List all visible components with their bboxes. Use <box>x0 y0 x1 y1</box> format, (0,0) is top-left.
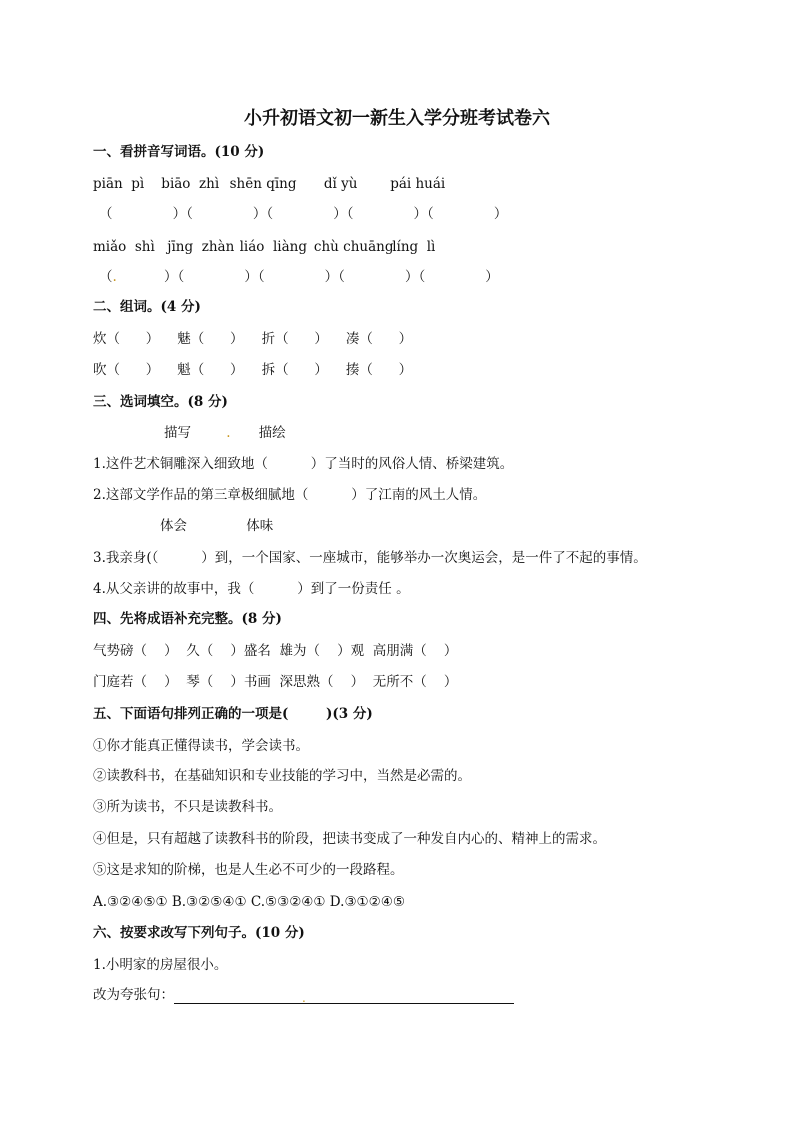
fill-question-4: 4.从父亲讲的故事中，我（ ）到了一份责任 。 <box>93 581 410 597</box>
word-group-item[interactable]: 魅（ ） <box>177 331 244 347</box>
pinyin-row-1 <box>93 175 445 193</box>
rewrite-answer-line <box>93 986 514 1004</box>
fill-question-1: 1.这件艺术铜雕深入细致地（ ）了当时的风俗人情、桥梁建筑。 <box>93 456 514 472</box>
word-group-row-2 <box>93 361 412 379</box>
pinyin-item: dǐ yù <box>323 176 358 192</box>
fill-question-2: 2.这部文学作品的第三章极细腻地（ ）了江南的风土人情。 <box>93 487 487 503</box>
section-4-heading: 四、先将成语补充完整。(8 分) <box>93 611 282 627</box>
pinyin-item: piān pì <box>93 176 145 192</box>
page-title: 小升初语文初一新生入学分班考试卷六 <box>244 108 550 129</box>
word-choice: 描绘 <box>258 425 286 441</box>
section-1-heading: 一、看拼音写词语。(10 分) <box>93 144 265 160</box>
sentence-item-2: ②读教科书，在基础知识和专业技能的学习中，当然是必需的。 <box>93 768 471 784</box>
sentence-item-4: ④但是，只有超越了读教科书的阶段，把读书变成了一种发自内心的、精神上的需求。 <box>93 831 606 847</box>
stray-dot: . <box>226 425 231 441</box>
word-group-item[interactable]: 吹（ ） <box>93 362 160 378</box>
section-3-heading: 三、选词填空。(8 分) <box>93 394 228 410</box>
word-group-item[interactable]: 揍（ ） <box>345 362 413 378</box>
stray-dot: . <box>302 991 306 1005</box>
pinyin-item: líng lì <box>392 239 436 255</box>
pinyin-item: liáo liàng <box>239 239 308 255</box>
word-choices-1 <box>164 424 286 442</box>
idiom-row-2: 门庭若（ ） 琴（ ）书画 深思熟（ ） 无所不（ ） <box>93 674 458 690</box>
stray-dot: . <box>112 269 117 285</box>
answer-underline[interactable] <box>174 989 514 1004</box>
sentence-item-3: ③所为读书，不只是读教科书。 <box>93 799 282 815</box>
word-group-item[interactable]: 凑（ ） <box>345 331 413 347</box>
answer-blanks-row-2[interactable]: （. ）（ ）（ ）（ ）（ ） <box>99 269 499 285</box>
word-choices-2 <box>160 517 273 535</box>
word-group-row-1 <box>93 330 412 348</box>
rewrite-question-1: 1.小明家的房屋很小。 <box>93 957 228 973</box>
rewrite-prompt: 改为夸张句： <box>93 987 174 1003</box>
pinyin-item: chù chuāng <box>313 239 394 255</box>
answer-blanks-row-1[interactable]: （ ）（ ）（ ）（ ）（ ） <box>99 206 508 222</box>
fill-question-3: 3.我亲身(（ ）到，一个国家、一座城市，能够举办一次奥运会，是一件了不起的事情。 <box>93 550 647 566</box>
answer-options: A.③②④⑤① B.③②⑤④① C.⑤③②④① D.③①②④⑤ <box>93 894 405 910</box>
word-group-item[interactable]: 折（ ） <box>261 331 328 347</box>
word-choice: 体会 <box>160 518 187 534</box>
pinyin-item: jīng zhàn <box>167 239 235 255</box>
pinyin-row-2 <box>93 238 435 256</box>
section-2-heading: 二、组词。(4 分) <box>93 299 201 315</box>
section-5-heading: 五、下面语句排列正确的一项是( )(3 分) <box>93 706 373 722</box>
idiom-row-1: 气势磅（ ） 久（ ）盛名 雄为（ ）观 高朋满（ ） <box>93 643 458 659</box>
word-group-item[interactable]: 魁（ ） <box>177 362 244 378</box>
word-group-item[interactable]: 炊（ ） <box>93 331 160 347</box>
word-group-item[interactable]: 拆（ ） <box>261 362 328 378</box>
pinyin-item: biāo zhì <box>161 176 220 192</box>
pinyin-item: shēn qīng <box>229 176 297 192</box>
word-choice: 描写 <box>164 425 191 441</box>
pinyin-item: miǎo shì <box>93 239 155 255</box>
sentence-item-1: ①你才能真正懂得读书，学会读书。 <box>93 738 309 754</box>
section-6-heading: 六、按要求改写下列句子。(10 分) <box>93 925 305 941</box>
pinyin-item: pái huái <box>390 176 446 192</box>
word-choice: 体味 <box>246 518 274 534</box>
sentence-item-5: ⑤这是求知的阶梯，也是人生必不可少的一段路程。 <box>93 862 404 878</box>
